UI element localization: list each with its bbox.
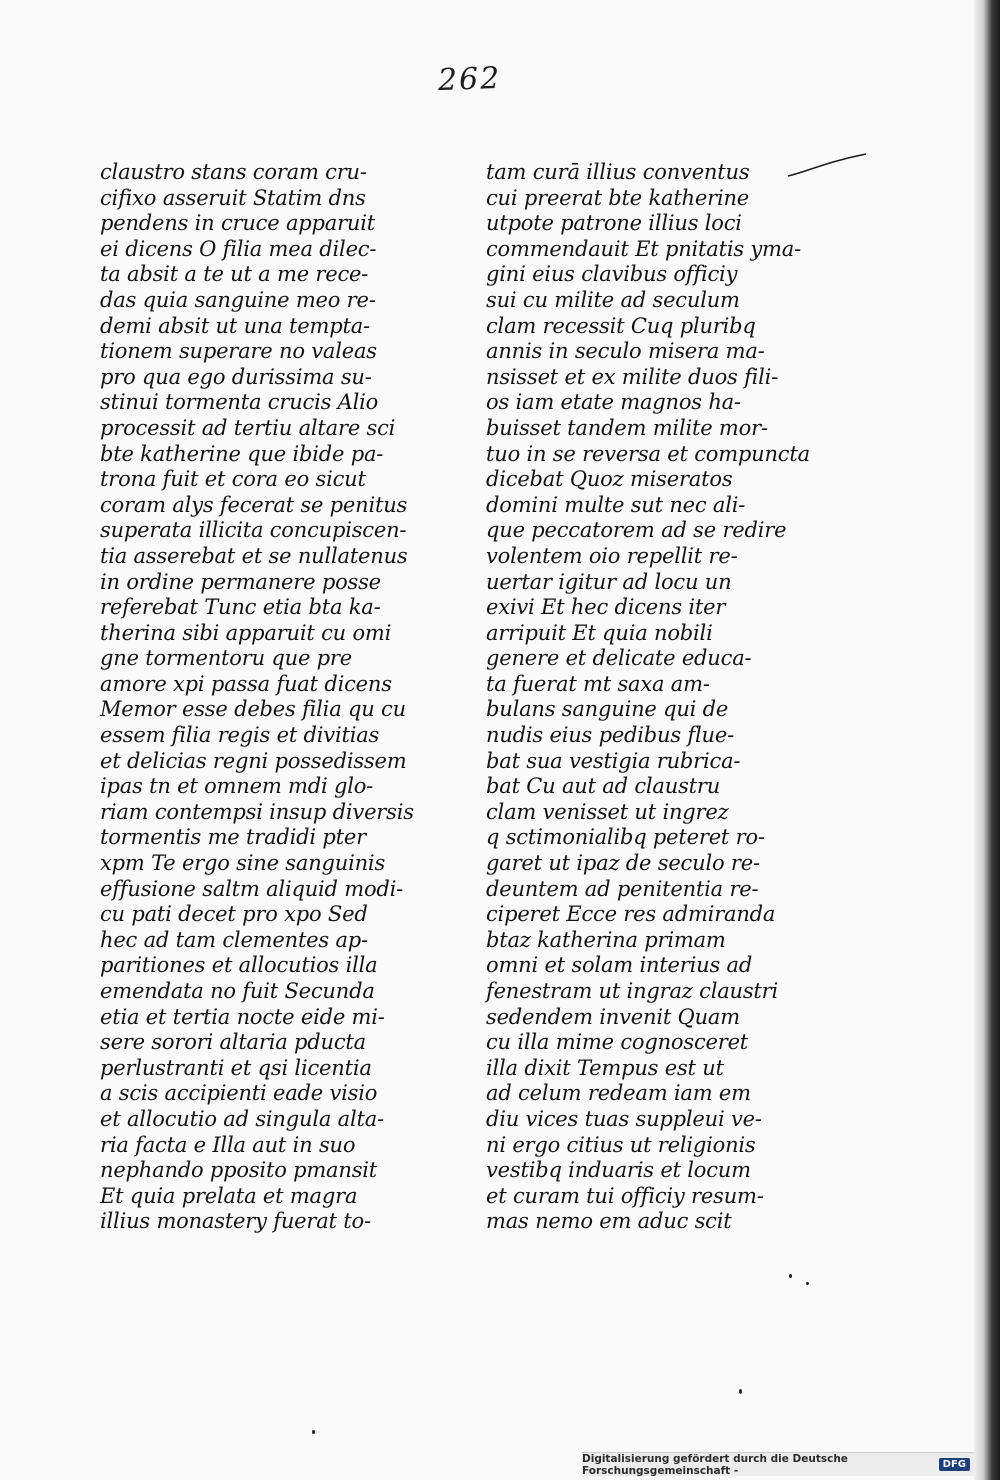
manuscript-line: domini multe sut nec ali-	[486, 492, 746, 517]
manuscript-line: ad celum redeam iam em	[486, 1081, 751, 1106]
manuscript-line: therina sibi apparuit cu omi	[100, 620, 392, 645]
manuscript-line: genere et delicate educa-	[486, 646, 752, 671]
manuscript-line: gne tormentoru que pre	[100, 646, 352, 671]
manuscript-line: sere sorori altaria pducta	[100, 1030, 366, 1055]
manuscript-line: pro qua ego durissima su-	[100, 364, 372, 389]
manuscript-line: vestibq induaris et locum	[486, 1158, 751, 1183]
manuscript-line: bat Cu aut ad claustru	[486, 774, 721, 799]
manuscript-line: ei dicens O filia mea dilec-	[100, 236, 377, 261]
manuscript-line: coram alys fecerat se penitus	[100, 492, 408, 517]
manuscript-line: tormentis me tradidi pter	[100, 825, 366, 850]
manuscript-line: xpm Te ergo sine sanguinis	[100, 851, 386, 876]
ink-speck	[806, 1282, 809, 1285]
manuscript-line: Memor esse debes filia qu cu	[100, 697, 406, 722]
manuscript-line: fenestram ut ingraz claustri	[486, 979, 779, 1003]
manuscript-line: arripuit Et quia nobili	[486, 620, 713, 645]
manuscript-line: que peccatorem ad se redire	[486, 518, 787, 543]
manuscript-line: sui cu milite ad seculum	[486, 287, 740, 312]
manuscript-line: emendata no fuit Secunda	[100, 979, 375, 1003]
manuscript-line: illa dixit Tempus est ut	[486, 1055, 724, 1080]
manuscript-line: riam contempsi insup diversis	[100, 799, 414, 824]
manuscript-line: superata illicita concupiscen-	[100, 518, 407, 543]
manuscript-line: bulans sanguine qui de	[486, 697, 729, 722]
ink-speck	[312, 1430, 315, 1434]
manuscript-line: tia asserebat et se nullatenus	[100, 543, 408, 568]
digitization-footer	[582, 1452, 974, 1476]
manuscript-line: perlustranti et qsi licentia	[100, 1055, 372, 1080]
manuscript-line: demi absit ut una tempta-	[100, 313, 370, 338]
manuscript-line: etia et tertia nocte eide mi-	[100, 1004, 385, 1029]
manuscript-line: bte katherine que ibide pa-	[100, 441, 384, 466]
manuscript-line: utpote patrone illius loci	[486, 211, 742, 236]
left-text-column	[100, 160, 472, 1235]
manuscript-line: ta fuerat mt saxa am-	[486, 671, 710, 696]
manuscript-line: trona fuit et cora eo sicut	[100, 467, 366, 492]
manuscript-line: processit ad tertiu altare sci	[100, 415, 396, 440]
manuscript-line: annis in seculo misera ma-	[486, 339, 765, 364]
manuscript-line: Et quia prelata et magra	[100, 1183, 358, 1208]
manuscript-line: paritiones et allocutios illa	[100, 953, 378, 978]
manuscript-line: q sctimonialibq peteret ro-	[486, 825, 765, 850]
manuscript-line: nephando pposito pmansit	[100, 1158, 378, 1183]
manuscript-line: ciperet Ecce res admiranda	[486, 902, 776, 927]
manuscript-line: nudis eius pedibus flue-	[486, 723, 734, 748]
manuscript-line: effusione saltm aliquid modi-	[100, 876, 404, 901]
manuscript-line: essem filia regis et divitias	[100, 723, 380, 748]
manuscript-line: nsisset et ex milite duos fili-	[486, 364, 779, 389]
folio-number: 262	[437, 60, 502, 99]
manuscript-line: buisset tandem milite mor-	[486, 415, 768, 440]
scan-edge	[974, 0, 1000, 1480]
manuscript-line: tionem superare no valeas	[100, 339, 377, 364]
manuscript-line: volentem oio repellit re-	[486, 543, 738, 568]
manuscript-line: cu pati decet pro xpo Sed	[100, 902, 368, 927]
manuscript-line: exivi Et hec dicens iter	[486, 595, 726, 620]
manuscript-line: dicebat Quoz miseratos	[486, 467, 733, 492]
footer-text: Digitalisierung gefördert durch die Deutsche Forschungsgemeinschaft -	[582, 1452, 848, 1477]
manuscript-line: ta absit a te ut a me rece-	[100, 262, 369, 287]
manuscript-line: referebat Tunc etia bta ka-	[100, 595, 381, 620]
manuscript-line: cui preerat bte katherine	[486, 185, 750, 210]
ink-speck	[739, 1389, 742, 1394]
manuscript-line: ipas tn et omnem mdi glo-	[100, 774, 374, 799]
manuscript-line: diu vices tuas suppleui ve-	[486, 1106, 762, 1131]
manuscript-line: et delicias regni possedissem	[100, 748, 407, 773]
manuscript-line: amore xpi passa fuat dicens	[100, 671, 392, 696]
manuscript-line: ria facta e Illa aut in suo	[100, 1132, 356, 1157]
manuscript-line: garet ut ipaz de seculo re-	[486, 851, 760, 876]
manuscript-line: commendauit Et pnitatis yma-	[486, 236, 801, 261]
manuscript-line: et curam tui officiy resum-	[486, 1183, 764, 1208]
manuscript-line: stinui tormenta crucis Alio	[100, 390, 379, 415]
manuscript-line: gini eius clavibus officiy	[486, 262, 738, 287]
manuscript-line: cu illa mime cognosceret	[486, 1030, 749, 1055]
manuscript-line: illius monastery fuerat to-	[100, 1209, 371, 1234]
manuscript-line: clam venisset ut ingrez	[486, 799, 729, 824]
manuscript-line: ni ergo citius ut religionis	[486, 1132, 756, 1157]
manuscript-line: tam curā illius conventus	[486, 160, 750, 184]
manuscript-line: hec ad tam clementes ap-	[100, 927, 368, 952]
manuscript-line: omni et solam interius ad	[486, 953, 753, 978]
manuscript-line: claustro stans coram cru-	[100, 160, 367, 184]
manuscript-line: uertar igitur ad locu un	[486, 569, 732, 594]
manuscript-line: das quia sanguine meo re-	[100, 287, 376, 312]
manuscript-line: mas nemo em aduc scit	[486, 1209, 732, 1234]
manuscript-line: clam recessit Cuq pluribq	[486, 313, 756, 338]
manuscript-line: btaz katherina primam	[486, 927, 726, 952]
manuscript-line: et allocutio ad singula alta-	[100, 1106, 384, 1131]
manuscript-line: pendens in cruce apparuit	[100, 211, 375, 236]
manuscript-line: tuo in se reversa et compuncta	[486, 441, 810, 466]
manuscript-line: os iam etate magnos ha-	[486, 390, 741, 415]
manuscript-line: deuntem ad penitentia re-	[486, 876, 759, 901]
dfg-logo-badge: DFG	[939, 1458, 970, 1471]
manuscript-line: a scis accipienti eade visio	[100, 1081, 378, 1106]
manuscript-line: bat sua vestigia rubrica-	[486, 748, 741, 773]
manuscript-line: in ordine permanere posse	[100, 569, 381, 594]
manuscript-line: cifixo asseruit Statim dns	[100, 185, 366, 210]
ink-speck	[789, 1274, 792, 1278]
right-text-column	[486, 160, 846, 1235]
manuscript-line: sedendem invenit Quam	[486, 1004, 740, 1029]
